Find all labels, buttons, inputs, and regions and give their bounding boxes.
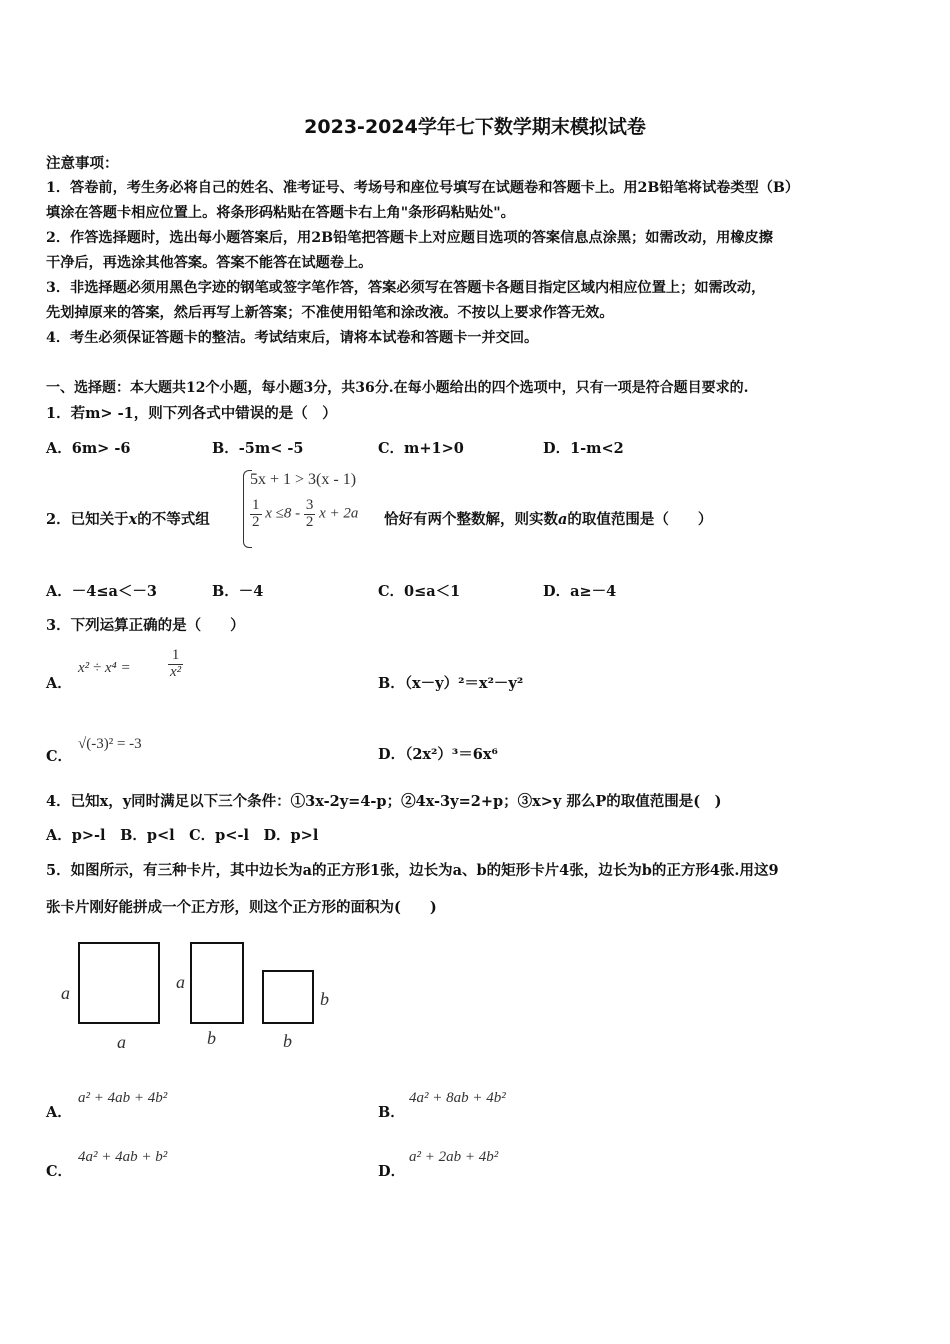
q5-option-d-expr: a² + 2ab + 4b² bbox=[409, 1149, 499, 1165]
question-1-stem: 1．若m> -1，则下列各式中错误的是（ ） bbox=[46, 405, 337, 422]
fraction: $\frac{3}{2}$ bbox=[305, 497, 314, 530]
q5-option-d-label: D． bbox=[378, 1163, 406, 1180]
square-b-card bbox=[262, 970, 314, 1024]
notes-line: 3．非选择题必须用黑色字迹的钢笔或签字笔作答，答案必须写在答题卡各题目指定区域内相应位置上；如需改动， bbox=[46, 280, 766, 296]
label-a: a bbox=[61, 983, 70, 1003]
q2-mid: 的不等式组 bbox=[137, 511, 210, 528]
q5-option-b-expr: 4a² + 8ab + 4b² bbox=[409, 1090, 506, 1106]
label-b: b bbox=[283, 1031, 292, 1051]
q1-option-d: D．1-m<2 bbox=[543, 440, 624, 457]
notes-line: 填涂在答题卡相应位置上。将条形码粘贴在答题卡右上角"条形码粘贴处"。 bbox=[46, 205, 515, 221]
q2-inequality-1: 5x + 1 > 3(x - 1) bbox=[250, 471, 357, 488]
fraction: $\frac{1}{2}$ bbox=[252, 497, 260, 530]
q5-option-c-label: C． bbox=[46, 1163, 73, 1180]
label-b: b bbox=[207, 1028, 216, 1048]
q1-option-c: C．m+1>0 bbox=[378, 440, 464, 457]
q2-inequality-2: $\frac{1}{2}$ x ≤8 - $\frac{3}{2}$ x + 2a bbox=[252, 497, 359, 530]
q2-option-d: D．a≥－4 bbox=[543, 583, 617, 600]
page-title: 2023-2024学年七下数学期末模拟试卷 bbox=[304, 116, 646, 138]
q3-option-b: B．（x－y）²＝x²－y² bbox=[378, 675, 524, 692]
square-a-card bbox=[78, 942, 160, 1024]
question-2-stem bbox=[46, 508, 210, 529]
q3-option-a-expr: x² ÷ x⁴ = bbox=[78, 660, 131, 676]
question-3-stem: 3．下列运算正确的是（ ） bbox=[46, 617, 245, 634]
q5-option-b-label: B． bbox=[378, 1104, 405, 1121]
label-b: b bbox=[320, 989, 329, 1009]
question-2-suffix: 恰好有两个整数解，则实数a的取值范围是（ ） bbox=[384, 511, 713, 528]
section-heading: 一、选择题：本大题共12个小题，每小题3分，共36分.在每小题给出的四个选项中，只有一项是符合题目要求的. bbox=[46, 380, 749, 396]
q5-option-c-expr: 4a² + 4ab + b² bbox=[78, 1149, 168, 1165]
notes-line: 干净后，再选涂其他答案。答案不能答在试题卷上。 bbox=[46, 255, 373, 271]
label-a: a bbox=[117, 1032, 126, 1052]
notes-line: 先划掉原来的答案，然后再写上新答案；不准使用铅笔和涂改液。不按以上要求作答无效。 bbox=[46, 305, 614, 321]
rectangle-ab-card bbox=[190, 942, 244, 1024]
q2-option-a: A．－4≤a＜－3 bbox=[46, 583, 157, 600]
q5-option-a-expr: a² + 4ab + 4b² bbox=[78, 1090, 168, 1106]
q3-option-d: D．（2x²）³＝6x⁶ bbox=[378, 746, 498, 763]
question-4-stem: 4．已知x，y同时满足以下三个条件：①3x-2y=4-p；②4x-3y=2+p；③x>y 那么P的取值范围是( ) bbox=[46, 793, 722, 810]
q2-var-x: x bbox=[128, 511, 138, 528]
q2-option-b: B．－4 bbox=[212, 583, 264, 600]
notes-line: 1．答卷前，考生务必将自己的姓名、准考证号、考场号和座位号填写在试题卷和答题卡上。用2B铅笔将试卷类型（B） bbox=[46, 180, 800, 196]
q3-option-a-fraction: $\frac{1}{\text{x²}}$ bbox=[170, 647, 182, 680]
q2-prefix: 2．已知关于 bbox=[46, 511, 129, 528]
q2-option-c: C．0≤a＜1 bbox=[378, 583, 461, 600]
q3-option-c-expr: √(-3)² = -3 bbox=[78, 736, 142, 752]
q3-option-a-label: A． bbox=[46, 675, 72, 692]
notes-heading: 注意事项： bbox=[46, 155, 119, 172]
notes-line: 2．作答选择题时，选出每小题答案后，用2B铅笔把答题卡上对应题目选项的答案信息点涂黑；如需改动，用橡皮擦 bbox=[46, 230, 773, 246]
q5-option-a-label: A． bbox=[46, 1104, 72, 1121]
q1-option-b: B．-5m< -5 bbox=[212, 440, 304, 457]
q4-options: A．p>-l B．p<l C．p<-l D．p>l bbox=[46, 827, 319, 844]
q2-var-a: a bbox=[558, 511, 568, 528]
q1-option-a: A．6m> -6 bbox=[46, 440, 131, 457]
question-5-stem-line2: 张卡片刚好能拼成一个正方形，则这个正方形的面积为( ) bbox=[46, 899, 437, 916]
question-5-stem-line1: 5．如图所示，有三种卡片，其中边长为a的正方形1张，边长为a、b的矩形卡片4张，边长为b的正方形4张.用这9 bbox=[46, 862, 779, 879]
notes-line: 4．考生必须保证答题卡的整洁。考试结束后，请将本试卷和答题卡一并交回。 bbox=[46, 330, 539, 346]
label-a: a bbox=[176, 972, 185, 992]
q3-option-c-label: C． bbox=[46, 748, 73, 765]
